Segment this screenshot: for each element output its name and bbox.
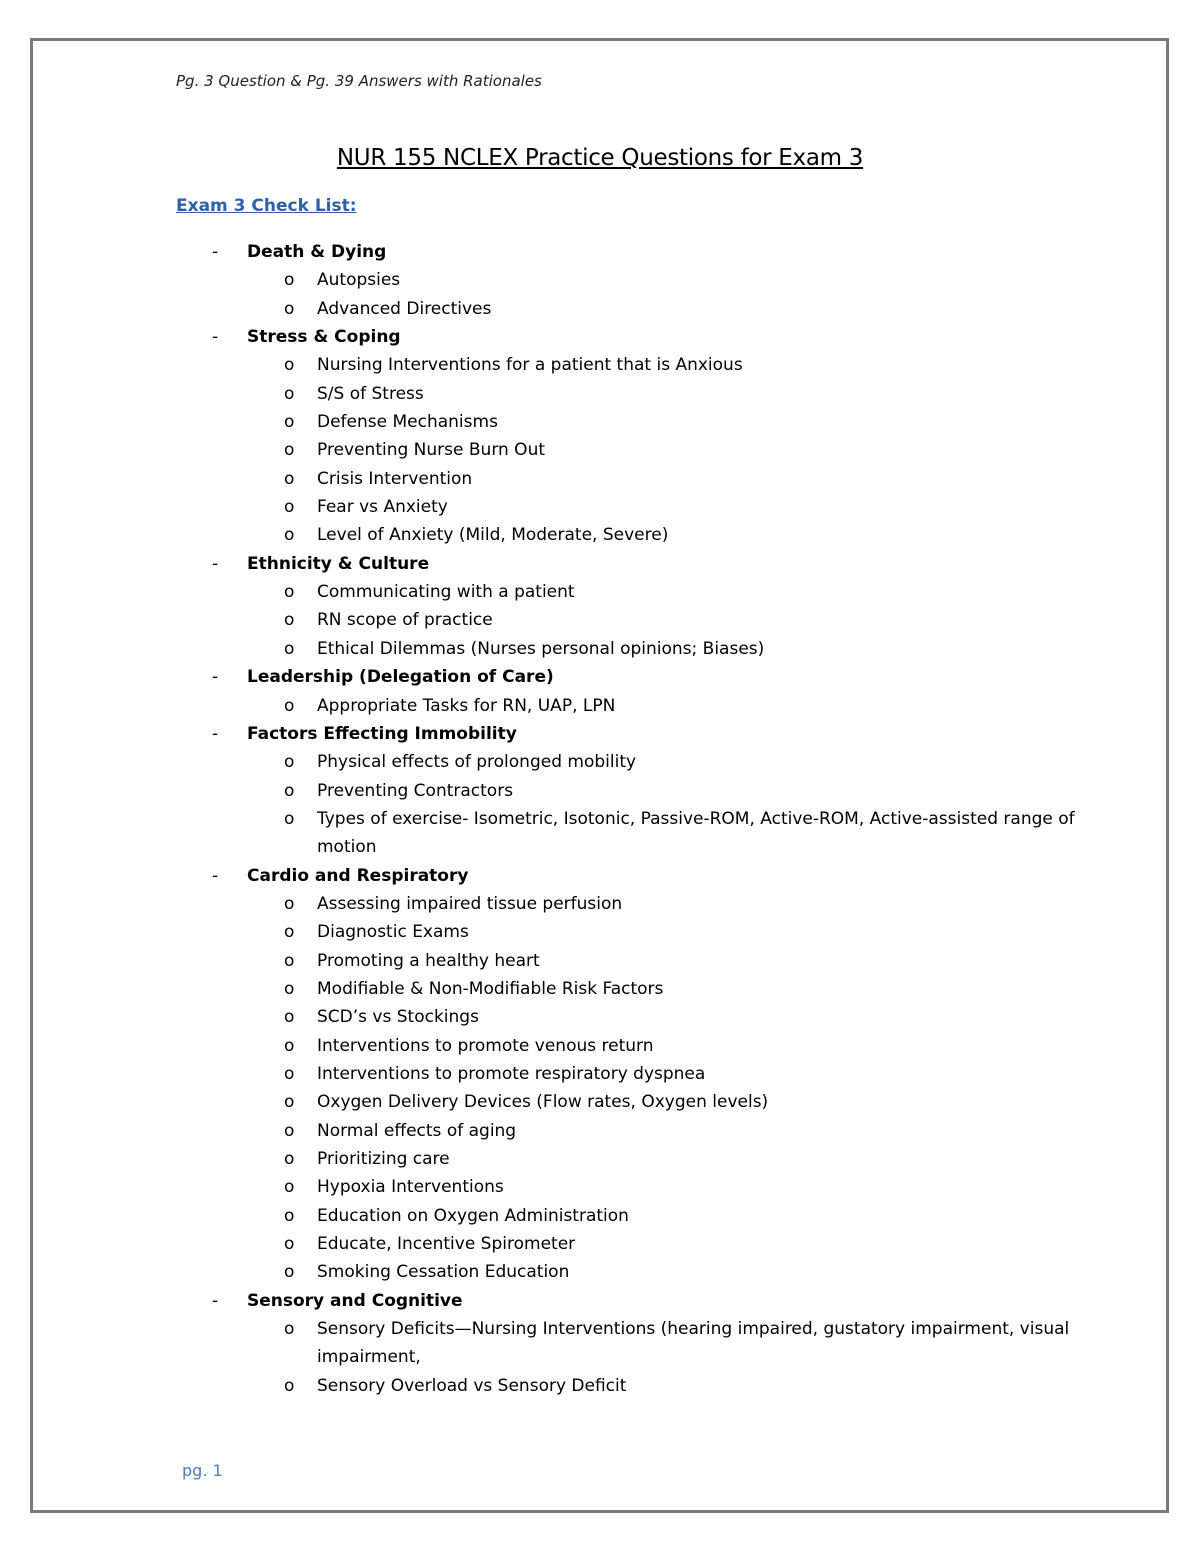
dash-bullet: - [212,553,219,574]
list-item-text: Ethical Dilemmas (Nurses personal opinions; Biases) [317,638,765,659]
dash-bullet: - [212,327,219,348]
circle-bullet: o [284,808,295,829]
list-item [0,578,1200,606]
section-title: Stress & Coping [247,327,401,348]
circle-bullet: o [284,298,295,319]
circle-bullet: o [284,950,295,971]
section-heading [0,238,1200,266]
list-item [0,1173,1200,1201]
list-item [0,266,1200,294]
circle-bullet: o [284,525,295,546]
list-item [0,1372,1200,1400]
circle-bullet: o [284,582,295,603]
list-item [0,1032,1200,1060]
circle-bullet: o [284,1234,295,1255]
list-item [0,635,1200,663]
list-item-text: Communicating with a patient [317,582,575,603]
list-item-text: Hypoxia Interventions [317,1177,504,1198]
list-item-text: Crisis Intervention [317,468,473,489]
list-item [0,1003,1200,1031]
list-item-text: Interventions to promote respiratory dyspnea [317,1063,706,1084]
list-item [0,1145,1200,1173]
list-item-text: Types of exercise- Isometric, Isotonic, Passive-ROM, Active-ROM, Active-assisted range of motion [317,808,1075,858]
dash-bullet: - [212,865,219,886]
dash-bullet: - [212,723,219,744]
list-item [0,975,1200,1003]
circle-bullet: o [284,1007,295,1028]
list-item-text: Sensory Deficits—Nursing Interventions (hearing impaired, gustatory impairment, visual impairment, [317,1319,1070,1368]
circle-bullet: o [284,440,295,461]
list-item-text: Diagnostic Exams [317,922,469,943]
circle-bullet: o [284,638,295,659]
list-item-text: Education on Oxygen Administration [317,1205,629,1226]
section-heading [0,1287,1200,1315]
list-item [0,606,1200,634]
list-item [0,692,1200,720]
circle-bullet: o [284,610,295,631]
checklist [0,238,1200,1400]
list-item [0,1060,1200,1088]
dash-bullet: - [212,242,219,262]
circle-bullet: o [284,497,295,518]
circle-bullet: o [284,1092,295,1113]
list-item-text: RN scope of practice [317,610,493,631]
list-item-text: Fear vs Anxiety [317,497,448,518]
list-item [0,918,1200,946]
list-item [0,295,1200,323]
list-item [0,521,1200,549]
circle-bullet: o [284,780,295,801]
section-title: Ethnicity & Culture [247,553,430,574]
circle-bullet: o [284,1319,295,1340]
list-item [0,805,1200,862]
circle-bullet: o [284,695,295,716]
list-item-text: Physical effects of prolonged mobility [317,752,637,773]
circle-bullet: o [284,978,295,999]
list-item [0,947,1200,975]
circle-bullet: o [284,468,295,489]
list-item-text: Advanced Directives [317,298,492,319]
page-title: NUR 155 NCLEX Practice Questions for Exam 3 [336,145,864,171]
circle-bullet: o [284,1375,295,1396]
list-item-text: Sensory Overload vs Sensory Deficit [317,1375,627,1396]
list-item-text: Oxygen Delivery Devices (Flow rates, Oxygen levels) [317,1092,769,1113]
circle-bullet: o [284,383,295,404]
list-item-text: Smoking Cessation Education [317,1262,570,1283]
list-item [0,1088,1200,1116]
list-item-text: S/S of Stress [317,383,424,404]
header-note: Pg. 3 Question & Pg. 39 Answers with Rationales [176,72,542,90]
circle-bullet: o [284,412,295,433]
section-heading [0,720,1200,748]
list-item-text: SCD’s vs Stockings [317,1007,479,1028]
list-item-text: Modifiable & Non-Modifiable Risk Factors [317,978,664,999]
list-item-text: Educate, Incentive Spirometer [317,1234,576,1255]
list-item [0,748,1200,776]
circle-bullet: o [284,1177,295,1198]
list-item-text: Normal effects of aging [317,1120,517,1141]
circle-bullet: o [284,1120,295,1141]
circle-bullet: o [284,893,295,914]
list-item [0,777,1200,805]
section-heading [0,663,1200,691]
circle-bullet: o [284,355,295,376]
circle-bullet: o [284,1063,295,1084]
section-title: Leadership (Delegation of Care) [247,667,554,688]
dash-bullet: - [212,1290,219,1311]
list-item [0,1117,1200,1145]
list-item [0,890,1200,918]
list-item-text: Promoting a healthy heart [317,950,540,971]
list-item [0,408,1200,436]
section-title: Factors Effecting Immobility [247,723,517,744]
list-item-text: Assessing impaired tissue perfusion [317,893,623,914]
section-heading [0,862,1200,890]
circle-bullet: o [284,922,295,943]
list-item-text: Prioritizing care [317,1149,450,1169]
page-number: pg. 1 [182,1461,223,1480]
list-item [0,351,1200,379]
circle-bullet: o [284,1205,295,1226]
list-item [0,1315,1200,1372]
list-item [0,465,1200,493]
checklist-heading: Exam 3 Check List: [176,196,357,216]
list-item-text: Nursing Interventions for a patient that is Anxious [317,355,743,376]
list-item [0,1258,1200,1286]
section-title: Cardio and Respiratory [247,865,469,886]
circle-bullet: o [284,1035,295,1056]
list-item [0,1202,1200,1230]
list-item-text: Preventing Nurse Burn Out [317,440,546,461]
circle-bullet: o [284,1149,295,1169]
list-item-text: Appropriate Tasks for RN, UAP, LPN [317,695,616,716]
section-title: Death & Dying [247,242,387,262]
section-title: Sensory and Cognitive [247,1290,463,1311]
list-item [0,493,1200,521]
list-item-text: Level of Anxiety (Mild, Moderate, Severe) [317,525,669,546]
list-item-text: Interventions to promote venous return [317,1035,654,1056]
list-item [0,380,1200,408]
circle-bullet: o [284,752,295,773]
dash-bullet: - [212,667,219,688]
section-heading [0,323,1200,351]
circle-bullet: o [284,270,295,291]
section-heading [0,550,1200,578]
list-item [0,1230,1200,1258]
circle-bullet: o [284,1262,295,1283]
list-item-text: Autopsies [317,270,401,291]
list-item-text: Defense Mechanisms [317,412,498,433]
list-item-text: Preventing Contractors [317,780,514,801]
list-item [0,436,1200,464]
